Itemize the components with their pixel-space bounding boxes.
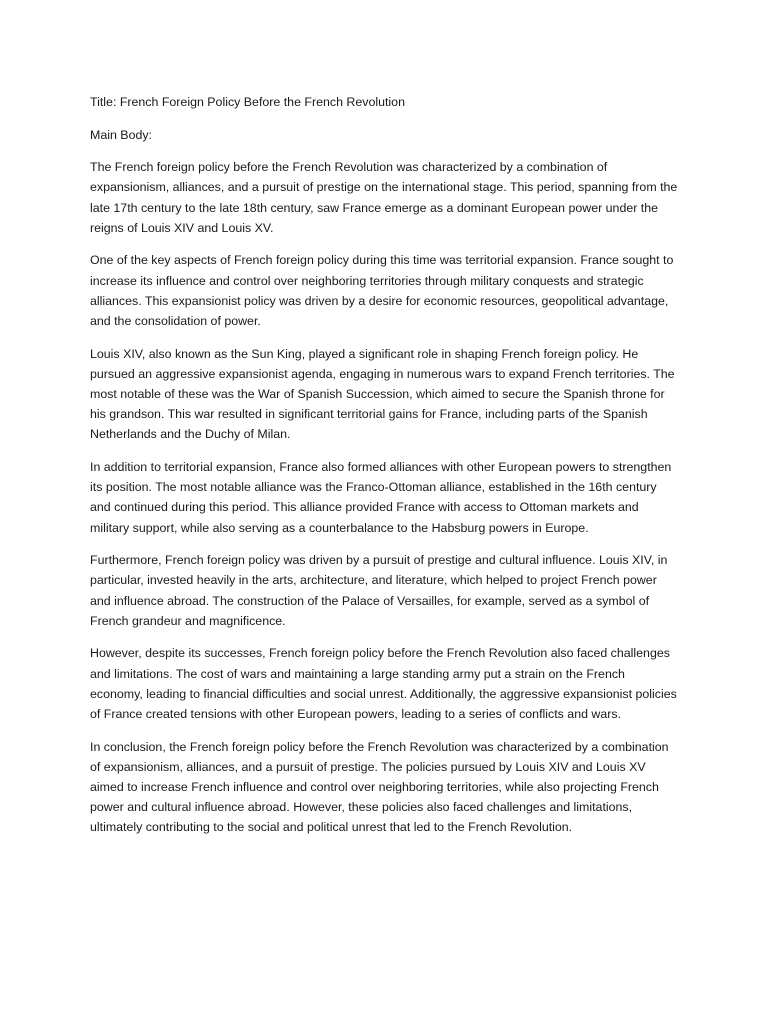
paragraph-2: One of the key aspects of French foreign policy during this time was territorial expansion. France sought to increase its influence and control over neighboring territories through military conquests and strategic alliances. This expansionist policy was driven by a desire for economic resources, geopolitical advantage, and the consolidation of power.: [90, 253, 674, 328]
document-body: [90, 92, 680, 850]
paragraph-6: However, despite its successes, French foreign policy before the French Revolution also faced challenges and limitations. The cost of wars and maintaining a large standing army put a strain on the French economy, leading to financial difficulties and social unrest. Additionally, the aggressive expansionist policies of France created tensions with other European powers, leading to a series of conflicts and wars.: [90, 646, 677, 722]
section-label: Main Body:: [90, 127, 152, 142]
document-title: Title: French Foreign Policy Before the French Revolution: [90, 95, 405, 109]
paragraph-7: In conclusion, the French foreign policy before the French Revolution was characterized by a combination of expansionism, alliances, and a pursuit of prestige. The policies pursued by Louis XIV and Louis XV aimed to increase French influence and control over neighboring territories, while also projecting French power and cultural influence abroad. However, these policies also faced challenges and limitations, ultimately contributing to the social and political unrest that led to the French Revolution.: [90, 739, 669, 835]
paragraph-1: The French foreign policy before the French Revolution was characterized by a combination of expansionism, alliances, and a pursuit of prestige on the international stage. This period, spanning from the late 17th century to the late 18th century, saw France emerge as a dominant European power under the reigns of Louis XIV and Louis XV.: [90, 160, 678, 235]
paragraph-5: Furthermore, French foreign policy was driven by a pursuit of prestige and cultural influence. Louis XIV, in particular, invested heavily in the arts, architecture, and literature, which helped to project French power and influence abroad. The construction of the Palace of Versailles, for example, served as a symbol of French grandeur and magnificence.: [90, 553, 668, 628]
paragraph-4: In addition to territorial expansion, France also formed alliances with other European powers to strengthen its position. The most notable alliance was the Franco-Ottoman alliance, established in the 16th century and continued during this period. This alliance provided France with access to Ottoman markets and military support, while also serving as a counterbalance to the Habsburg powers in Europe.: [90, 460, 672, 535]
paragraph-3: Louis XIV, also known as the Sun King, played a significant role in shaping French foreign policy. He pursued an aggressive expansionist agenda, engaging in numerous wars to expand French territories. The most notable of these was the War of Spanish Succession, which aimed to secure the Spanish throne for his grandson. This war resulted in significant territorial gains for France, including parts of the Spanish Netherlands and the Duchy of Milan.: [90, 346, 675, 442]
